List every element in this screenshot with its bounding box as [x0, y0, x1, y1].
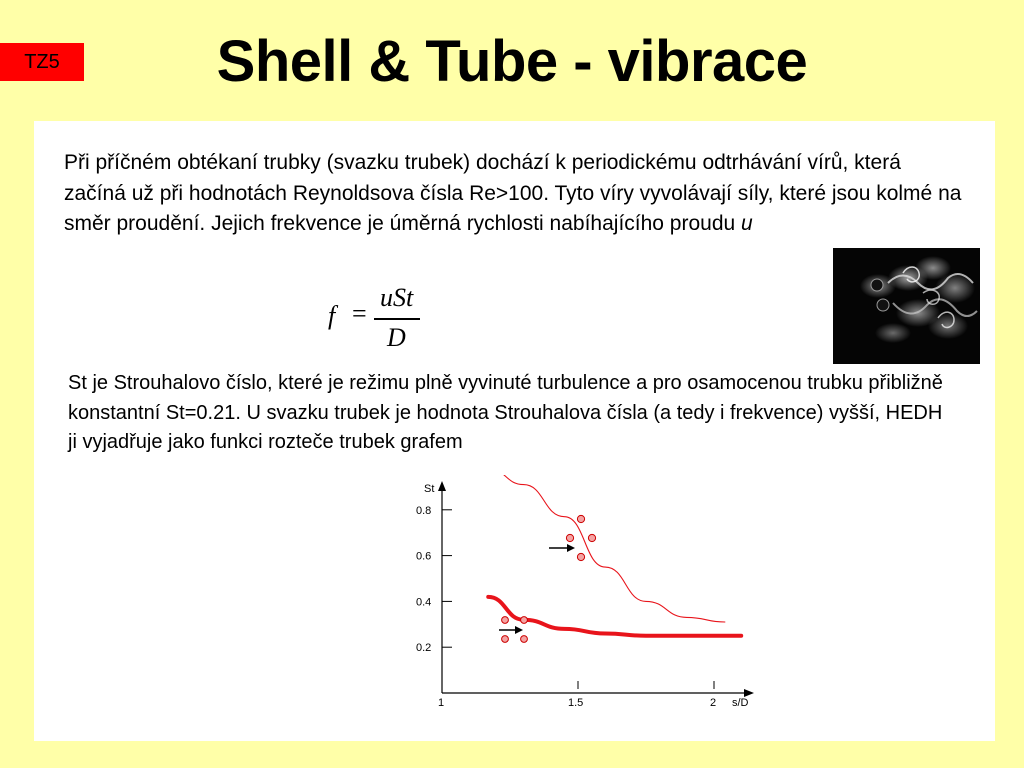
x-axis-arrow — [744, 689, 754, 697]
strouhal-chart — [405, 475, 765, 720]
tube-marker — [566, 534, 573, 541]
tube-marker — [521, 617, 528, 624]
strouhal-chart-svg — [405, 475, 765, 715]
tube-marker — [521, 636, 528, 643]
vortex-image — [833, 248, 980, 364]
series-line-thin — [488, 475, 725, 622]
formula-lhs: f — [328, 301, 336, 330]
tube-marker — [577, 515, 584, 522]
y-tick-label: 0.4 — [416, 596, 432, 609]
x-tick-label: 1 — [438, 697, 445, 709]
y-axis-arrow — [438, 481, 446, 491]
tube-marker — [502, 617, 509, 624]
strouhal-paragraph: St je Strouhalovo číslo, které je režimu plně vyvinuté turbulence a pro osamocenou trubku přibližně konstantní St=0.21. U svazku trubek je hodnota Strouhalova čísla (a tedy i frekvence) vyšší, HEDH ji vyjadřuje jako funkci rozteče trubek grafem — [68, 372, 943, 453]
x-tick-label: 1.5 — [568, 697, 584, 709]
formula-equals: = — [352, 299, 367, 328]
formula-denominator: D — [387, 323, 406, 352]
flow-arrow-lower-head — [515, 626, 523, 634]
y-tick-label: 0.2 — [416, 642, 432, 655]
fraction-bar — [374, 318, 420, 320]
x-axis-label: s/D — [732, 697, 749, 709]
y-axis-label: St — [424, 483, 435, 495]
intro-text: Při příčném obtékaní trubky (svazku trubek) dochází k periodickému odtrhávání vírů, která začíná už při hodnotách Reynoldsova čísla Re>100. Tyto víry vyvolávají síly, které jsou kolmé na směr proudění. Jejich frekvence je úměrná rychlosti nabíhajícího proudu — [64, 151, 962, 235]
y-tick-label: 0.6 — [416, 550, 432, 563]
tube-marker — [577, 553, 584, 560]
flow-arrow-upper-head — [567, 544, 575, 552]
strouhal-formula — [322, 283, 432, 355]
slide-number-badge: TZ5 — [0, 43, 84, 81]
x-tick-label: 2 — [710, 697, 717, 709]
tube-marker — [502, 636, 509, 643]
series-line-thick — [488, 597, 741, 636]
y-tick-label: 0.8 — [416, 504, 432, 517]
formula-numerator: uSt — [380, 283, 414, 312]
intro-paragraph — [64, 148, 964, 240]
velocity-variable: u — [741, 212, 753, 235]
vortex-shedding-photo — [833, 248, 980, 364]
slide-title: Shell & Tube - vibrace — [216, 29, 808, 94]
tube-marker — [588, 534, 595, 541]
